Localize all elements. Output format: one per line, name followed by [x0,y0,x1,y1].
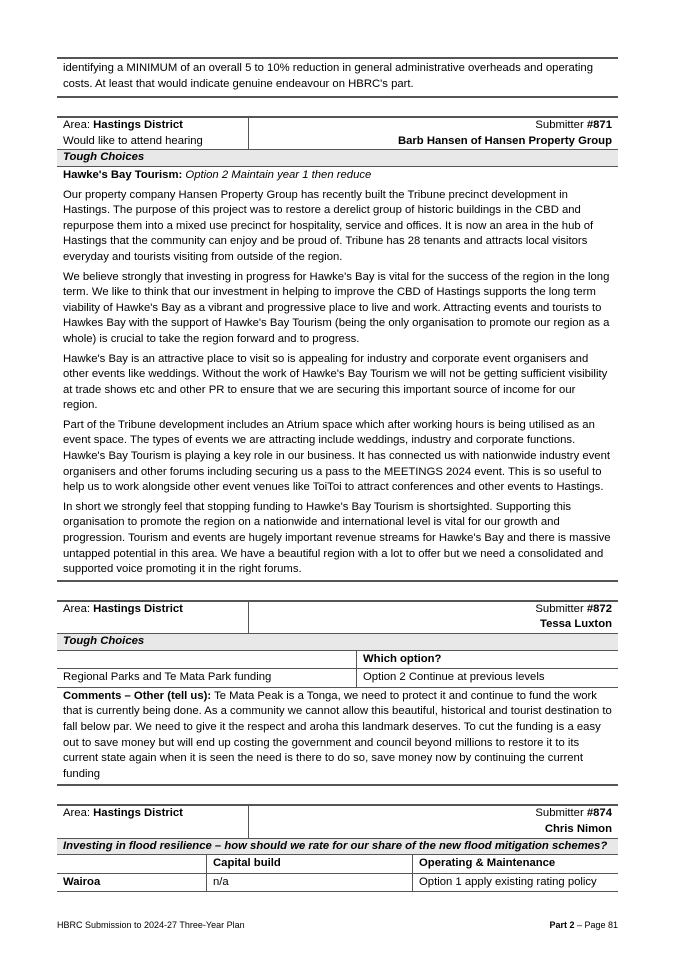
body-paragraph: Hawke's Bay is an attractive place to visit so is appealing for industry and corporate event organisers and other events like weddings. Without the work of Hawke's Bay Tourism we will not be getting sufficient visibility at trade shows etc and other PR to ensure that we are securing this important source of income for our region. [63,352,608,412]
capital-build-header: Capital build [207,855,413,874]
body-paragraph: We believe strongly that investing in progress for Hawke's Bay is vital for the success of the region in the long term. We like to think that our investment in helping to improve the CBD of Hastings supports the long term viability of Hawke's Bay as a vibrant and progressive place to live and work. Attracting events and tourists to Hawkes Bay with the support of Hawke's Bay Tourism (being the only organisation to promote our region as a whole) is crucial to take the region forward and to progress. [63,270,610,345]
submitter-label: Submitter [535,119,587,132]
submitter-label: Submitter [535,602,587,615]
submission-header [57,116,618,149]
row-label: Wairoa [63,875,101,888]
submitter-name: Barb Hansen of Hansen Property Group [397,134,612,147]
area-value: Hastings District [93,119,183,132]
submitter-label: Submitter [535,807,587,820]
submission-871 [57,116,618,582]
submitter-number: #872 [586,602,612,615]
rating-table-header [57,855,618,874]
footer-title: HBRC Submission to 2024-27 Three-Year Plan [57,920,245,930]
topic-line: Hawke's Bay Tourism: Option 2 Maintain year 1 then reduce [63,168,372,181]
area-value: Hastings District [93,807,183,820]
page-footer [57,918,618,934]
area-value: Hastings District [93,602,183,615]
option-item: Regional Parks and Te Mata Park funding [57,669,357,687]
hearing-note: Would like to attend hearing [63,134,203,147]
submission-872 [57,600,618,787]
submitter-name: Tessa Luxton [540,618,612,631]
submitter-name: Chris Nimon [544,822,612,835]
row-capital: n/a [207,874,413,892]
submission-header [57,600,618,633]
footer-page: Part 2 – Page 81 [549,920,618,930]
option-choice: Option 2 Continue at previous levels [363,671,545,684]
submission-header [57,804,618,837]
area-label: Area: [63,807,94,820]
intro-paragraph: identifying a MINIMUM of an overall 5 to 10% reduction in general administrative overheads and operating costs. At least that would indicate genuine endeavour on HBRC's part. [63,62,593,90]
document-page [57,57,618,892]
area-label: Area: [63,119,94,132]
submitter-number: #871 [586,119,612,132]
section-band: Tough Choices [57,149,618,167]
submission-874 [57,804,618,892]
which-option-header: Which option? [357,651,618,670]
submitter-number: #874 [586,807,612,820]
body-paragraph: Our property company Hansen Property Group has recently built the Tribune precinct development in Hastings. The purpose of this project was to restore a derelict group of historic buildings in the CBD and repurpose them into a mixed use precinct for hospitality, service and offices. It is now an area in the hub of Hastings that the community can enjoy and be proud of. Tribune has 28 tenants and attracts local visitors everyday and tourists visiting from outside of the region. [63,188,594,263]
comments-paragraph: Comments – Other (tell us): Te Mata Peak is a Tonga, we need to protect it and continue to fund the work that is currently being done. As a community we cannot allow this beautiful, historical and tourist destination to fall below par. We need to give it the respect and aroha this landmark deserves. To cut the funding is a easy out to save money but will end up costing the government and council beyond millions to restore it to its current state again when it is seen the need is there to do so, save money now by continuing the current funding [57,688,618,787]
area-label: Area: [63,602,94,615]
row-operating: Option 1 apply existing rating policy [419,875,597,888]
option-table-row [57,669,618,688]
body-paragraph: In short we strongly feel that stopping funding to Hawke's Bay Tourism is shortsighted. Supporting this organisation to promote the region on a nationwide and international level is vital for our growth and progression. Tourism and events are hugely important revenue streams for Hawke's Bay and there is massive untapped potential in this area. We have a beautiful region with a lot to offer but we need a consolidated and supported voice promoting it in the right forums. [57,499,618,582]
section-band: Investing in flood resilience – how should we rate for our share of the new flood mitigation schemes? [57,838,618,856]
option-table-header [57,651,618,670]
operating-header: Operating & Maintenance [413,855,618,874]
section-band: Tough Choices [57,633,618,651]
rating-table-row [57,874,618,893]
body-paragraph: Part of the Tribune development includes an Atrium space which after working hours is being utilised as an event space. The types of events we are attracting include weddings, industry and corporate functions. Hawke's Bay Tourism is playing a key role in our business. It has connected us with nationwide industry event organisers and other forums including securing us a pass to the MEETINGS 2024 event. This is so useful to help us to work alongside other event venues like ToiToi to attract conferences and other events to Hastings. [63,418,610,494]
